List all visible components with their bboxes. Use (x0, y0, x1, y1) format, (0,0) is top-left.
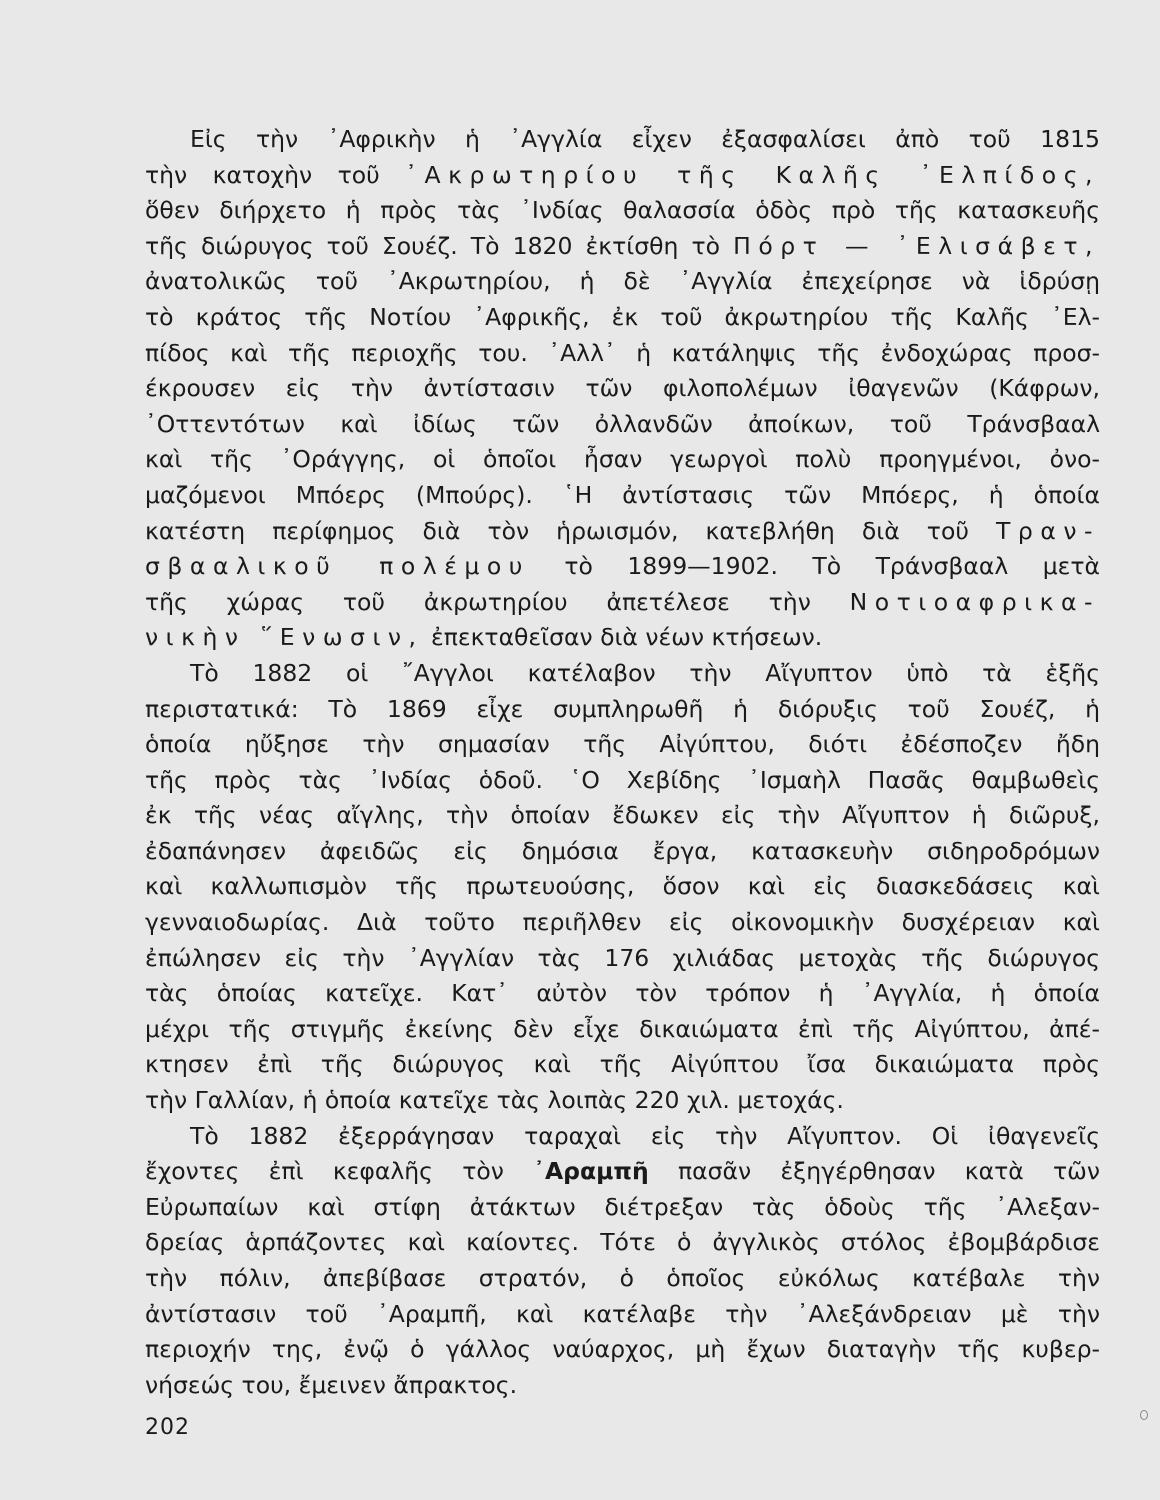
spaced-emphasis: Νοτιοαφρικα- (849, 587, 1100, 616)
spaced-emphasis: νικὴν ῞Ενωσιν, (145, 623, 424, 652)
bold-emphasis: ᾿Αραμπῆ (533, 1157, 649, 1186)
text-line: κτησεν ἐπὶ τῆς διώρυγος καὶ τῆς Αἰγύπτου ἴσα δικαιώματα πρὸς (145, 1050, 1100, 1079)
text-line: ἀνατολικῶς τοῦ ᾿Ακρωτηρίου, ἡ δὲ ᾿Αγγλία ἐπεχείρησε νὰ ἱδρύσῃ (145, 267, 1100, 296)
spaced-emphasis: σβααλικοῦ πολέμου (145, 552, 530, 581)
text-line (145, 620, 1100, 656)
text-line (145, 514, 1100, 550)
text-line: τὸ κράτος τῆς Νοτίου ᾿Αφρικῆς, ἐκ τοῦ ἀκρωτηρίου τῆς Καλῆς ᾿Ελ- (145, 302, 1100, 331)
text-fragment: τῆς διώρυγος τοῦ Σουέζ. Τὸ 1820 ἐκτίσθη τὸ (145, 231, 734, 260)
text-line: ὁποία ηὔξησε τὴν σημασίαν τῆς Αἰγύπτου, διότι ἐδέσποζεν ἤδη (145, 730, 1100, 759)
spaced-emphasis: ᾿Ακρωτηρίου τῆς Καλῆς ᾿Ελπίδος, (405, 160, 1100, 189)
text-line: καὶ τῆς ᾿Οράγγης, οἱ ὁποῖοι ἦσαν γεωργοὶ πολὺ προηγμένοι, ὀνο- (145, 445, 1100, 474)
text-line: Εἰς τὴν ᾿Αφρικὴν ἡ ᾿Αγγλία εἶχεν ἐξασφαλίσει ἀπὸ τοῦ 1815 (190, 125, 1100, 153)
text-line: ἐδαπάνησεν ἀφειδῶς εἰς δημόσια ἔργα, κατασκευὴν σιδηροδρόμων (145, 836, 1100, 865)
text-line (145, 158, 1100, 194)
text-line: τὰς ὁποίας κατεῖχε. Κατ᾿ αὐτὸν τὸν τρόπον ἡ ᾿Αγγλία, ἡ ὁποία (145, 979, 1100, 1008)
text-line: ᾿Οττεντότων καὶ ἰδίως τῶν ὀλλανδῶν ἀποίκων, τοῦ Τράνσβααλ (145, 409, 1100, 438)
text-line (145, 229, 1100, 265)
text-fragment: τὴν κατοχὴν τοῦ (145, 160, 406, 189)
text-line: γενναιοδωρίας. Διὰ τοῦτο περιῆλθεν εἰς οἰκονομικὴν δυσχέρειαν καὶ (145, 908, 1100, 937)
paper-speck (1140, 1410, 1148, 1420)
text-fragment: κατέστη περίφημος διὰ τὸν ἡρωισμόν, κατεβλήθη διὰ τοῦ (145, 516, 997, 545)
text-fragment: ἐπεκταθεῖσαν διὰ νέων κτήσεων. (423, 623, 823, 652)
text-line: ἐπώλησεν εἰς τὴν ᾿Αγγλίαν τὰς 176 χιλιάδας μετοχὰς τῆς διώρυγος (145, 943, 1100, 972)
text-line (145, 549, 1100, 585)
text-line: ὅθεν διήρχετο ἡ πρὸς τὰς ᾿Ινδίας θαλασσία ὁδὸς πρὸ τῆς κατασκευῆς (145, 196, 1100, 225)
text-line: πίδος καὶ τῆς περιοχῆς του. ᾿Αλλ᾿ ἡ κατάληψις τῆς ἐνδοχώρας προσ- (145, 338, 1100, 367)
text-fragment: τῆς χώρας τοῦ ἀκρωτηρίου ἀπετέλεσε τὴν (145, 587, 850, 616)
text-line: Τὸ 1882 ἐξερράγησαν ταραχαὶ εἰς τὴν Αἴγυπτον. Οἱ ἰθαγενεῖς (190, 1121, 1100, 1150)
spaced-emphasis: Τραν- (996, 516, 1100, 545)
text-fragment: πασᾶν ἐξηγέρθησαν κατὰ τῶν (648, 1157, 1100, 1186)
text-line: περιστατικά: Τὸ 1869 εἶχε συμπληρωθῆ ἡ διόρυξις τοῦ Σουέζ, ἡ (145, 694, 1100, 723)
spaced-emphasis: Πόρτ — ᾿Ελισάβετ, (733, 231, 1101, 260)
text-line: Εὐρωπαίων καὶ στίφη ἀτάκτων διέτρεξαν τὰς ὁδοὺς τῆς ᾿Αλεξαν- (145, 1192, 1100, 1221)
text-line: μέχρι τῆς στιγμῆς ἐκείνης δὲν εἶχε δικαιώματα ἐπὶ τῆς Αἰγύπτου, ἀπέ- (145, 1014, 1100, 1043)
text-line: μαζόμενοι Μπόερς (Μπούρς). ῾Η ἀντίστασις τῶν Μπόερς, ἡ ὁποία (145, 480, 1100, 509)
text-line: ἐκ τῆς νέας αἴγλης, τὴν ὁποίαν ἔδωκεν εἰς τὴν Αἴγυπτον ἡ διῶρυξ, (145, 801, 1100, 830)
text-line: νήσεώς του, ἔμεινεν ἄπρακτος. (145, 1370, 518, 1399)
text-fragment: τὸ 1899—1902. Τὸ Τράνσβααλ μετὰ (529, 552, 1100, 581)
text-line: τὴν πόλιν, ἀπεβίβασε στρατόν, ὁ ὁποῖος εὐκόλως κατέβαλε τὴν (145, 1264, 1100, 1292)
text-line: περιοχήν της, ἐνῷ ὁ γάλλος ναύαρχος, μὴ ἔχων διαταγὴν τῆς κυβερ- (145, 1335, 1100, 1364)
text-line: έκρουσεν εἰς τὴν ἀντίστασιν τῶν φιλοπολέμων ἰθαγενῶν (Κάφρων, (145, 374, 1100, 403)
text-fragment: ἔχοντες ἐπὶ κεφαλῆς τὸν (145, 1157, 534, 1186)
text-line (145, 1154, 1100, 1190)
page-number: 202 (145, 1415, 190, 1440)
text-line: τὴν Γαλλίαν, ἡ ὁποία κατεῖχε τὰς λοιπὰς 220 χιλ. μετοχάς. (145, 1086, 844, 1115)
text-line: τῆς πρὸς τὰς ᾿Ινδίας ὁδοῦ. ῾Ο Χεβίδης ᾿Ισμαὴλ Πασᾶς θαμβωθεὶς (145, 765, 1100, 794)
text-line: καὶ καλλωπισμὸν τῆς πρωτευούσης, ὅσον καὶ εἰς διασκεδάσεις καὶ (145, 872, 1100, 901)
text-line (145, 585, 1100, 621)
body-text (145, 122, 1100, 1403)
text-line: δρείας ἁρπάζοντες καὶ καίοντες. Τότε ὁ ἀγγλικὸς στόλος ἐβομβάρδισε (145, 1228, 1100, 1257)
text-line: ἀντίστασιν τοῦ ᾿Αραμπῆ, καὶ κατέλαβε τὴν ᾿Αλεξάνδρειαν μὲ τὴν (145, 1299, 1100, 1328)
text-line: Τὸ 1882 οἱ ῎Αγγλοι κατέλαβον τὴν Αἴγυπτον ὑπὸ τὰ ἑξῆς (190, 658, 1100, 687)
